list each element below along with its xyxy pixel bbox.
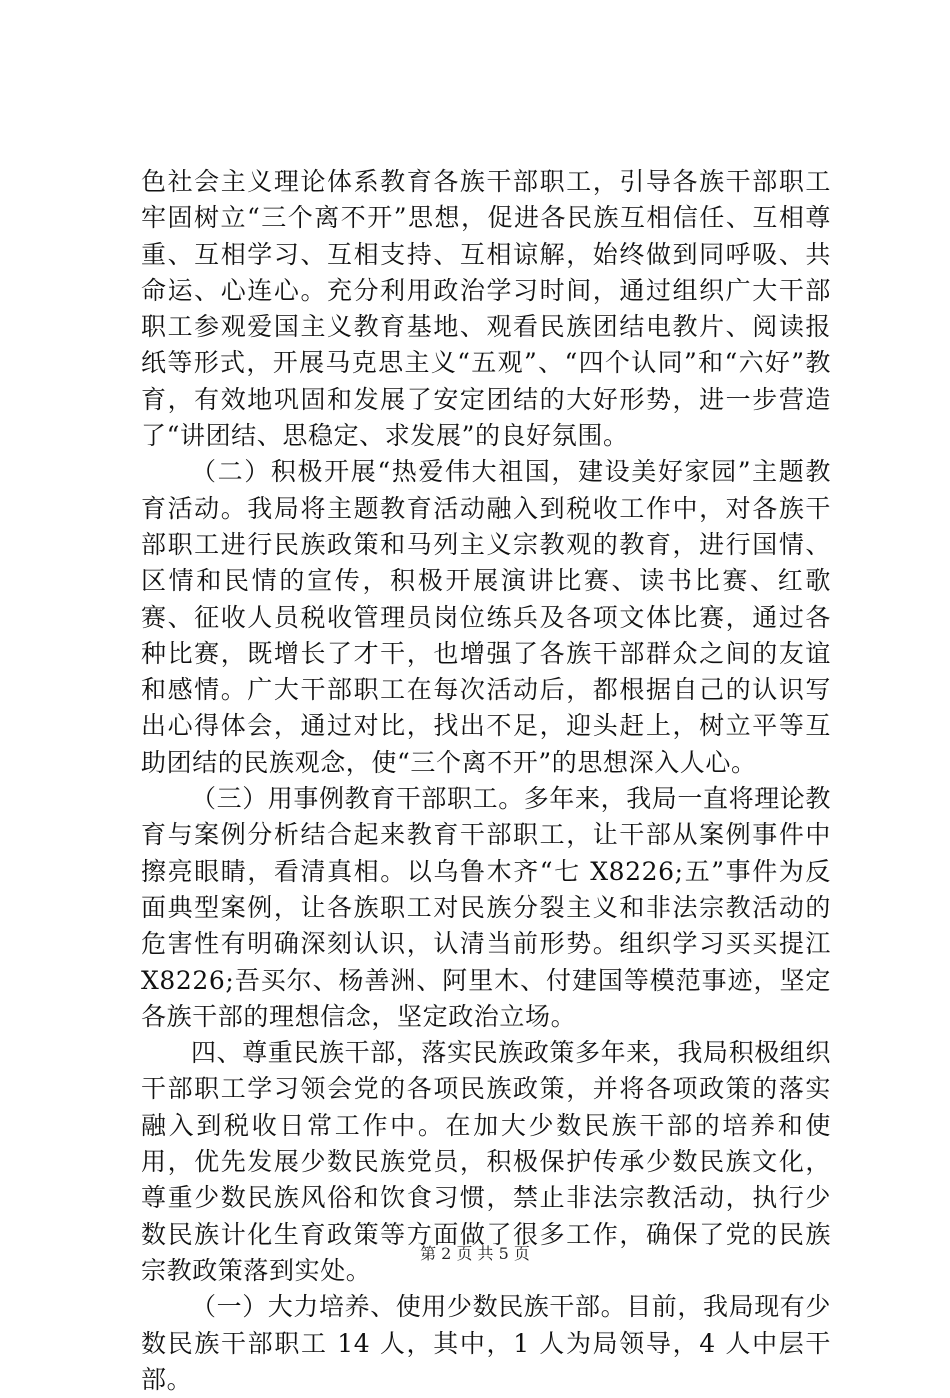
paragraph-1: 色社会主义理论体系教育各族干部职工，引导各族干部职工牢固树立“三个离不开”思想，促进各民族互相信任、互相尊重、互相学习、互相支持、互相谅解，始终做到同呼吸、共命运、心连心。充分利用政治学习时间，通过组织广大干部职工参观爱国主义教育基地、观看民族团结电教片、阅读报纸等形式，开展马克思主义“五观”、“四个认同”和“六好”教育，有效地巩固和发展了安定团结的大好形势，进一步营造了“讲团结、思稳定、求发展”的良好氛围。: [141, 167, 831, 451]
paragraph-5: （一）大力培养、使用少数民族干部。目前，我局现有少数民族干部职工 14 人，其中，1 人为局领导，4 人中层干部。: [141, 1292, 832, 1394]
paragraph-4: 四、尊重民族干部，落实民族政策多年来，我局积极组织干部职工学习领会党的各项民族政策，并将各项政策的落实融入到税收日常工作中。在加大少数民族干部的培养和使用，优先发展少数民族党员，积极保护传承少数民族文化，尊重少数民族风俗和饮食习惯，禁止非法宗教活动，执行少数民族计化生育政策等方面做了很多工作，确保了党的民族宗教政策落到实处。: [141, 1038, 832, 1285]
page-footer: 第 2 页 共 5 页: [420, 1244, 530, 1263]
paragraph-2: （二）积极开展“热爱伟大祖国，建设美好家园”主题教育活动。我局将主题教育活动融入到税收工作中，对各族干部职工进行民族政策和马列主义宗教观的教育，进行国情、区情和民情的宣传，积极开展演讲比赛、读书比赛、红歌赛、征收人员税收管理员岗位练兵及各项文体比赛，通过各种比赛，既增长了才干，也增强了各族干部群众之间的友谊和感情。广大干部职工在每次活动后，都根据自己的认识写出心得体会，通过对比，找出不足，迎头赶上，树立平等互助团结的民族观念，使“三个离不开”的思想深入人心。: [141, 457, 831, 777]
document-body: [141, 164, 831, 1398]
paragraph-3: （三）用事例教育干部职工。多年来，我局一直将理论教育与案例分析结合起来教育干部职工，让干部从案例事件中擦亮眼睛，看清真相。以乌鲁木齐“七 X8226;五”事件为反面典型案例，让各族职工对民族分裂主义和非法宗教活动的危害性有明确深刻认识，认清当前形势。组织学习买买提江 X8226;吾买尔、杨善洲、阿里木、付建国等模范事迹，坚定各族干部的理想信念，坚定政治立场。: [141, 784, 832, 1031]
